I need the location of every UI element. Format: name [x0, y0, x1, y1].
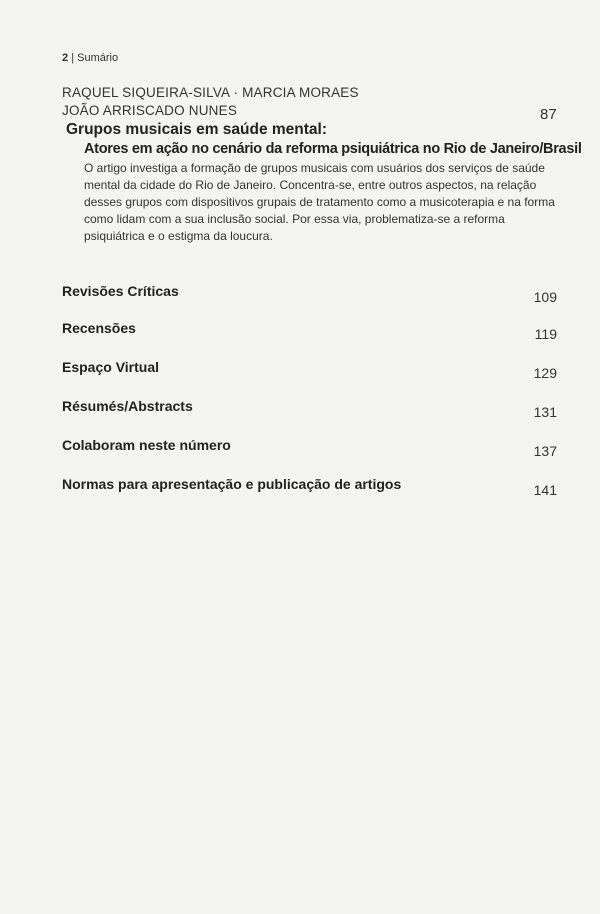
toc-entry-page: 129: [533, 365, 557, 381]
article-subtitle: Atores em ação no cenário da reforma psiquiátrica no Rio de Janeiro/Brasil: [84, 141, 582, 157]
toc-entry-page: 119: [534, 326, 557, 342]
toc-entry-label: Recensões: [62, 320, 136, 336]
toc-entry: [62, 283, 557, 307]
article-abstract: O artigo investiga a formação de grupos musicais com usuários dos serviços de saúde mental da cidade do Rio de Janeiro. Concentra-se, entre outros aspectos, na relação desses grupos com dispositivos grupais de tratamento como a musicoterapia e na forma como lidam com a sua inclusão social. Por essa via, problematiza-se a reforma psiquiátrica e o estigma da loucura.: [84, 161, 555, 243]
toc-entry: [62, 476, 557, 500]
toc-entry-label: Normas para apresentação e publicação de artigos: [62, 476, 402, 492]
running-header: [62, 52, 118, 64]
toc-entry-page: 109: [533, 289, 557, 305]
toc-entry-label: Espaço Virtual: [62, 359, 160, 375]
header-section: Sumário: [77, 52, 119, 64]
article-page-number: 87: [540, 106, 557, 123]
authors-line-1: RAQUEL SIQUEIRA-SILVA · MARCIA MORAES: [62, 85, 359, 100]
toc-entry-label: Colaboram neste número: [62, 437, 231, 453]
article-authors: [62, 84, 359, 120]
toc-entry-page: 137: [533, 443, 557, 459]
toc-entry-page: 141: [533, 482, 557, 498]
toc-entry: [62, 398, 557, 422]
authors-line-2: JOÃO ARRISCADO NUNES: [62, 103, 238, 118]
toc-entry: [62, 359, 557, 383]
toc-entry-label: Revisões Críticas: [62, 283, 179, 299]
header-separator: |: [71, 52, 75, 64]
toc-entry-page: 131: [533, 404, 557, 420]
header-page-number: 2: [62, 52, 69, 64]
article-title: Grupos musicais em saúde mental:: [66, 121, 328, 138]
toc-entry: [62, 437, 557, 461]
toc-entry-label: Résumés/Abstracts: [62, 398, 193, 414]
toc-entry: [62, 320, 557, 344]
